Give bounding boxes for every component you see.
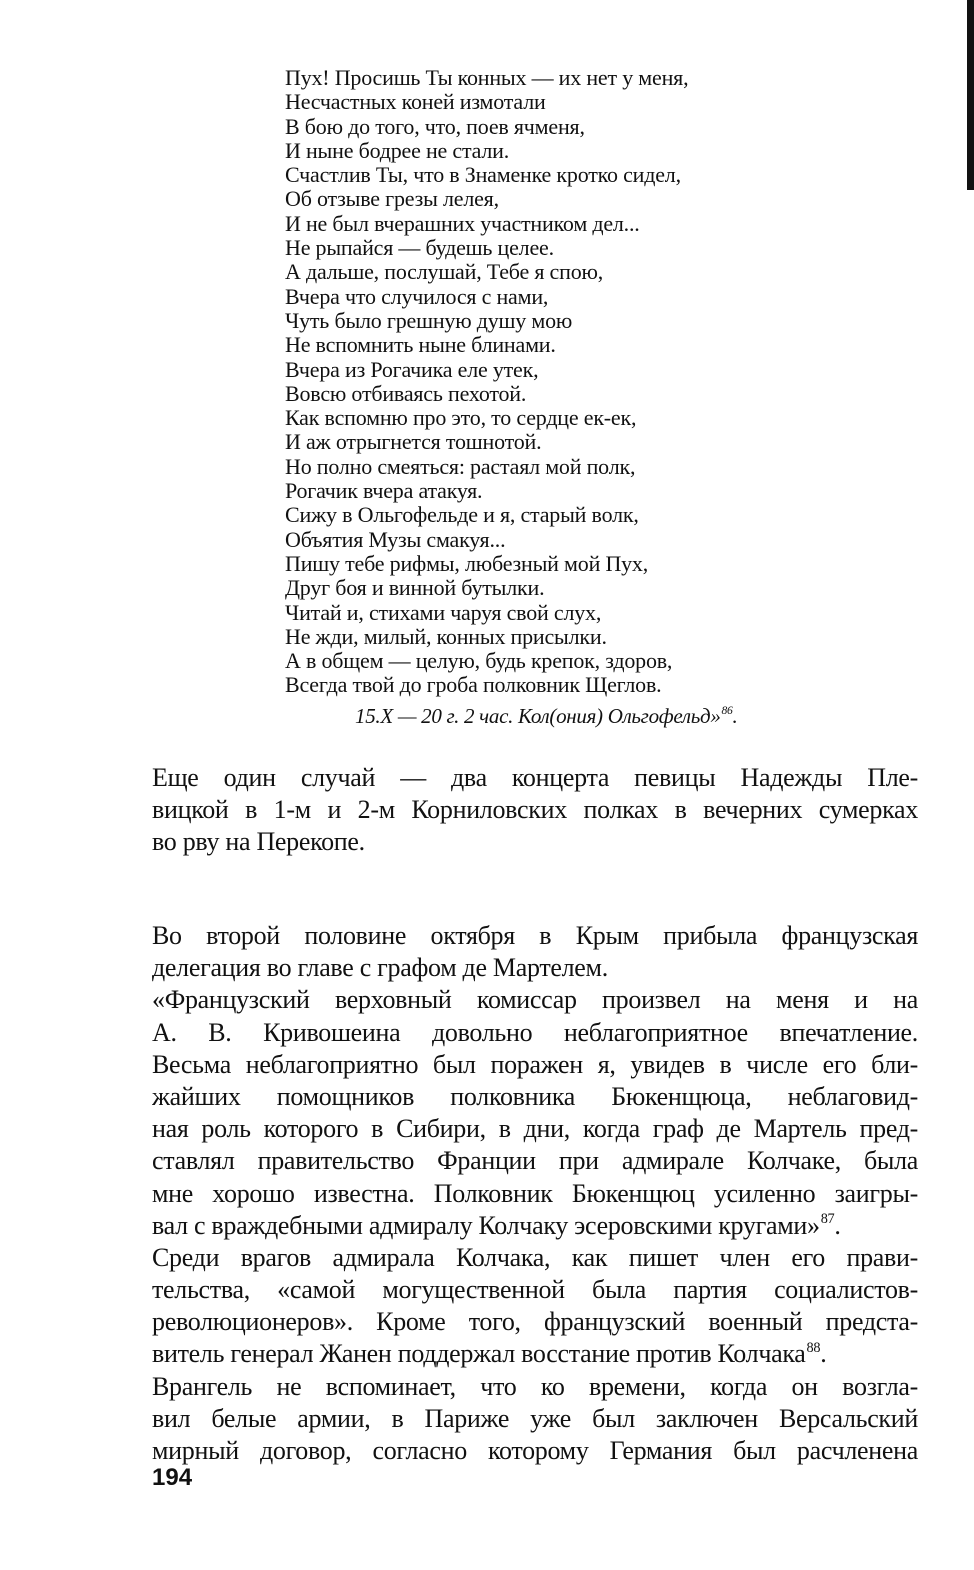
text-line xyxy=(152,1242,918,1274)
poem-line: Рогачик вчера атакуя. xyxy=(285,478,483,504)
line-text: делегация во главе с графом де Мартелем. xyxy=(152,953,608,983)
text-line xyxy=(152,952,918,984)
line-text: «Французский верховный комиссар произвел на меня и на xyxy=(152,985,918,1015)
poem-line: Объятия Музы смакуя... xyxy=(285,526,506,552)
footnote-ref: 87 xyxy=(820,1210,835,1227)
text-line xyxy=(152,1145,918,1177)
text-line xyxy=(152,1210,918,1242)
line-text: витель генерал Жанен поддержал восстание против Колчака xyxy=(152,1339,806,1369)
poem-line: Вчера из Рогачика еле утек, xyxy=(285,356,539,382)
poem-dateline xyxy=(355,704,737,729)
text-line xyxy=(152,984,918,1016)
line-text: мирный договор, согласно которому Германия был расчленена xyxy=(152,1436,918,1465)
text-line xyxy=(152,1403,918,1435)
poem-line: Пишу тебе рифмы, любезный мой Пух, xyxy=(285,550,649,576)
text-line xyxy=(152,920,918,952)
line-text: ставлял правительство Франции при адмирале Колчаке, была xyxy=(152,1146,918,1176)
line-text: революционеров». Кроме того, французский военный предста- xyxy=(152,1307,918,1337)
text-line xyxy=(152,794,918,826)
poem-line: Пух! Просишь Ты конных — их нет у меня, xyxy=(285,65,689,90)
text-line xyxy=(152,1371,918,1403)
poem-line: Несчастных коней измотали xyxy=(285,89,546,115)
page-number: 194 xyxy=(152,1464,193,1491)
line-text: вал с враждебными адмиралу Колчаку эсеровскими кругами» xyxy=(152,1210,820,1240)
line-text: жайших помощников полковника Бюкенщюца, неблаговид- xyxy=(152,1081,918,1111)
poem-line: Не рыпайся — будешь целее. xyxy=(285,235,554,261)
poem-line: Не вспомнить ныне блинами. xyxy=(285,332,556,358)
text-line xyxy=(152,826,918,858)
line-end: . xyxy=(820,1339,827,1369)
text-line xyxy=(152,1306,918,1338)
dateline-text: 15.X — 20 г. 2 час. Кол(ония) Ольгофельд» xyxy=(355,704,721,728)
text-line xyxy=(152,1049,918,1081)
poem-line: Сижу в Ольгофельде и я, старый волк, xyxy=(285,502,639,528)
line-text: мне хорошо известна. Полковник Бюкенщюц усиленно заигры- xyxy=(152,1178,918,1208)
line-text: Врангель не вспоминает, что ко времени, когда он возгла- xyxy=(152,1371,918,1401)
text-line xyxy=(152,1178,918,1210)
poem xyxy=(285,66,885,698)
footnote-ref: 86 xyxy=(721,705,733,718)
poem-line: Об отзыве грезы лелея, xyxy=(285,186,499,212)
line-end: . xyxy=(834,1210,841,1240)
poem-line: В бою до того, что, поев ячменя, xyxy=(285,113,585,139)
line-text: вицкой в 1-м и 2-м Корниловских полках в вечерних сумерках xyxy=(152,795,918,825)
poem-line: А дальше, послушай, Тебе я спою, xyxy=(285,259,604,285)
poem-line: И ныне бодрее не стали. xyxy=(285,137,510,163)
poem-line: И не был вчерашних участником дел... xyxy=(285,210,640,236)
poem-line: Но полно смеяться: растаял мой полк, xyxy=(285,453,636,479)
poem-line: Счастлив Ты, что в Знаменке кротко сидел, xyxy=(285,162,681,188)
paragraph-french-delegation xyxy=(152,920,918,1467)
text-line xyxy=(152,762,918,794)
poem-line: Не жди, милый, конных присылки. xyxy=(285,623,607,649)
text-line xyxy=(152,1274,918,1306)
text-line xyxy=(152,1435,918,1467)
poem-line: Читай и, стихами чаруя свой слух, xyxy=(285,599,602,625)
poem-line: Друг боя и винной бутылки. xyxy=(285,575,545,601)
text-line xyxy=(152,1338,918,1370)
line-text: Среди врагов адмирала Колчака, как пишет член его прави- xyxy=(152,1242,918,1272)
line-text: Во второй половине октября в Крым прибыла французская xyxy=(152,921,918,950)
poem-line: И аж отрыгнется тошнотой. xyxy=(285,429,542,455)
text-line xyxy=(152,1081,918,1113)
poem-line: Как вспомню про это, то сердце ек-ек, xyxy=(285,405,637,431)
paragraph-concerts xyxy=(152,762,918,859)
line-text: Еще один случай — два концерта певицы Надежды Пле- xyxy=(152,763,918,792)
footnote-ref: 88 xyxy=(806,1339,821,1356)
text-line xyxy=(152,1017,918,1049)
poem-line: Вовсю отбиваясь пехотой. xyxy=(285,380,527,406)
poem-line: Вчера что случилося с нами, xyxy=(285,283,549,309)
line-text: вил белые армии, в Париже уже был заключен Версальский xyxy=(152,1403,918,1433)
line-text: во рву на Перекопе. xyxy=(152,827,365,857)
line-text: А. В. Кривошеина довольно неблагоприятное впечатление. xyxy=(152,1017,918,1047)
line-text: ная роль которого в Сибири, в дни, когда граф де Мартель пред- xyxy=(152,1114,918,1144)
line-text: Весьма неблагоприятно был поражен я, увидев в числе его бли- xyxy=(152,1049,918,1079)
text-line xyxy=(152,1113,918,1145)
scan-edge-bar xyxy=(967,0,974,190)
poem-line: Всегда твой до гроба полковник Щеглов. xyxy=(285,672,662,698)
poem-line: А в общем — целую, будь крепок, здоров, xyxy=(285,648,673,674)
dateline-end: . xyxy=(732,704,738,728)
line-text: тельства, «самой могущественной была партия социалистов- xyxy=(152,1275,918,1305)
poem-line: Чуть было грешную душу мою xyxy=(285,307,573,333)
